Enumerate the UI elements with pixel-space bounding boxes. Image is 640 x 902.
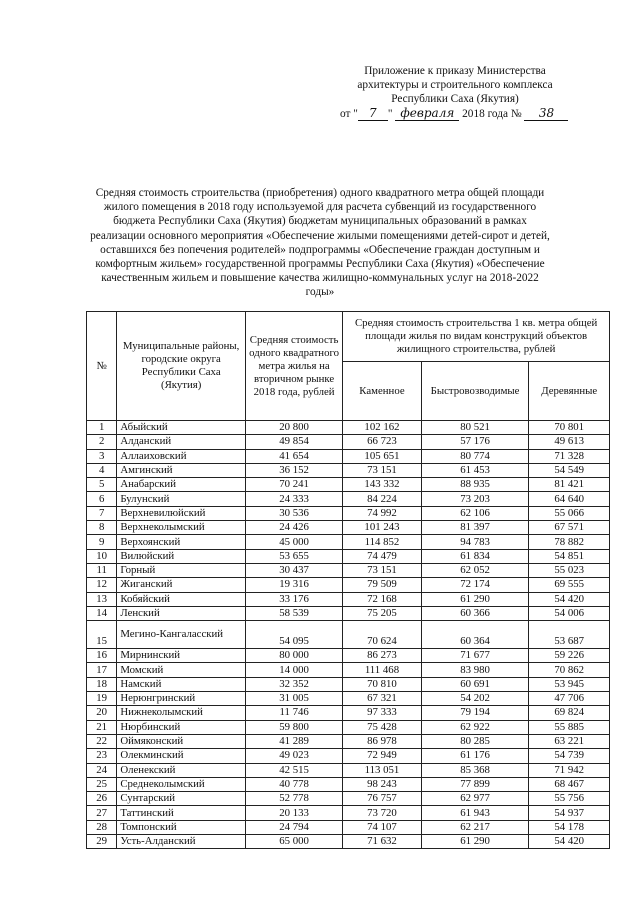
row-number: 21 [87,720,117,734]
wood-price: 63 221 [529,734,610,748]
table-row [87,535,610,549]
wood-price: 47 706 [529,692,610,706]
fast-price: 62 106 [421,506,529,520]
secondary-price: 30 536 [245,506,342,520]
row-number: 11 [87,563,117,577]
header-construction-group: Средняя стоимость строительства 1 кв. метра общей площади жилья по видам конструкций объектов жилищного строительства, рублей [343,312,610,362]
row-number: 1 [87,421,117,435]
wood-price: 69 555 [529,578,610,592]
row-number: 17 [87,663,117,677]
fast-price: 60 364 [421,621,529,649]
stone-price: 73 720 [343,806,421,820]
row-number: 10 [87,549,117,563]
wood-price: 54 937 [529,806,610,820]
fast-price: 81 397 [421,521,529,535]
table-body [87,421,610,849]
fast-price: 57 176 [421,435,529,449]
row-number: 16 [87,649,117,663]
row-number: 14 [87,606,117,620]
wood-price: 54 549 [529,463,610,477]
row-number: 28 [87,820,117,834]
secondary-price: 65 000 [245,835,342,849]
municipality-name: Верхнеколымский [117,521,246,535]
row-number: 9 [87,535,117,549]
secondary-price: 24 426 [245,521,342,535]
approval-line-3: Республики Саха (Якутия) [391,93,519,105]
fast-price: 80 774 [421,449,529,463]
stone-price: 105 651 [343,449,421,463]
table-row [87,763,610,777]
municipality-name: Оленекский [117,763,246,777]
table-row [87,592,610,606]
secondary-price: 41 654 [245,449,342,463]
municipality-name: Аллаиховский [117,449,246,463]
table-row [87,478,610,492]
stone-price: 73 151 [343,563,421,577]
municipality-name: Алданский [117,435,246,449]
table-row [87,492,610,506]
document-title: Средняя стоимость строительства (приобретения) одного квадратного метра общей площади жилого помещения в 2018 году используемой для расчета субвенций из государственного бюджета Республики Саха (Якутия) бюджетам муниципальных образований в рамках реализации основного мероприятия «Обеспечение жилыми помещениями детей-сирот и детей, оставшихся без попечения родителей» подпрограммы «Обеспечение граждан доступным и комфортным жильем» государственной программы Республики Саха (Якутия) «Обеспечение качественным жильем и повышение качества жилищно-коммунальных услуг на 2018-2022 годы» [90,187,550,299]
wood-price: 54 178 [529,820,610,834]
secondary-price: 41 289 [245,734,342,748]
handwritten-month: февраля [395,106,459,121]
table-row [87,777,610,791]
fast-price: 72 174 [421,578,529,592]
wood-price: 54 851 [529,549,610,563]
row-number: 19 [87,692,117,706]
municipality-name: Среднеколымский [117,777,246,791]
stone-price: 75 205 [343,606,421,620]
secondary-price: 49 023 [245,749,342,763]
stone-price: 86 273 [343,649,421,663]
row-number: 15 [87,621,117,649]
municipality-name: Нерюнгринский [117,692,246,706]
header-wood: Деревянные [529,362,610,421]
wood-price: 53 945 [529,677,610,691]
header-stone: Каменное [343,362,421,421]
municipality-name: Томпонский [117,820,246,834]
fast-price: 61 290 [421,835,529,849]
fast-price: 62 217 [421,820,529,834]
fast-price: 83 980 [421,663,529,677]
table-row [87,806,610,820]
wood-price: 59 226 [529,649,610,663]
handwritten-day: 7 [358,106,388,121]
table-row [87,835,610,849]
municipality-name: Таттинский [117,806,246,820]
table-row [87,549,610,563]
municipality-name: Жиганский [117,578,246,592]
wood-price: 54 006 [529,606,610,620]
wood-price: 69 824 [529,706,610,720]
stone-price: 111 468 [343,663,421,677]
row-number: 29 [87,835,117,849]
stone-price: 114 852 [343,535,421,549]
wood-price: 55 023 [529,563,610,577]
fast-price: 71 677 [421,649,529,663]
header-municipality: Муниципальные районы, городские округа Республики Саха (Якутия) [117,312,246,421]
table-row [87,621,610,649]
secondary-price: 31 005 [245,692,342,706]
approval-quote: " [387,108,393,120]
wood-price: 78 882 [529,535,610,549]
secondary-price: 19 316 [245,578,342,592]
municipality-name: Момский [117,663,246,677]
fast-price: 61 176 [421,749,529,763]
table-row [87,692,610,706]
stone-price: 113 051 [343,763,421,777]
secondary-price: 54 095 [245,621,342,649]
secondary-price: 49 854 [245,435,342,449]
secondary-price: 58 539 [245,606,342,620]
row-number: 24 [87,763,117,777]
stone-price: 75 428 [343,720,421,734]
stone-price: 98 243 [343,777,421,791]
municipality-name: Намский [117,677,246,691]
table-row [87,421,610,435]
wood-price: 64 640 [529,492,610,506]
stone-price: 74 479 [343,549,421,563]
wood-price: 49 613 [529,435,610,449]
secondary-price: 14 000 [245,663,342,677]
municipality-name: Верхоянский [117,535,246,549]
stone-price: 101 243 [343,521,421,535]
table-row [87,449,610,463]
stone-price: 67 321 [343,692,421,706]
secondary-price: 59 800 [245,720,342,734]
secondary-price: 52 778 [245,792,342,806]
fast-price: 77 899 [421,777,529,791]
municipality-name: Ленский [117,606,246,620]
stone-price: 74 992 [343,506,421,520]
stone-price: 70 624 [343,621,421,649]
fast-price: 61 834 [421,549,529,563]
table-row [87,734,610,748]
fast-price: 60 691 [421,677,529,691]
row-number: 12 [87,578,117,592]
secondary-price: 20 800 [245,421,342,435]
secondary-price: 20 133 [245,806,342,820]
secondary-price: 53 655 [245,549,342,563]
stone-price: 70 810 [343,677,421,691]
table-row [87,820,610,834]
wood-price: 55 885 [529,720,610,734]
wood-price: 71 328 [529,449,610,463]
row-number: 25 [87,777,117,791]
fast-price: 54 202 [421,692,529,706]
stone-price: 97 333 [343,706,421,720]
secondary-price: 24 333 [245,492,342,506]
secondary-price: 40 778 [245,777,342,791]
fast-price: 61 453 [421,463,529,477]
table-row [87,435,610,449]
row-number: 6 [87,492,117,506]
secondary-price: 11 746 [245,706,342,720]
stone-price: 79 509 [343,578,421,592]
approval-year: 2018 года № [462,108,522,120]
fast-price: 62 922 [421,720,529,734]
cost-table [86,311,610,849]
stone-price: 72 168 [343,592,421,606]
stone-price: 74 107 [343,820,421,834]
fast-price: 60 366 [421,606,529,620]
fast-price: 80 285 [421,734,529,748]
wood-price: 67 571 [529,521,610,535]
stone-price: 73 151 [343,463,421,477]
approval-line-1: Приложение к приказу Министерства [364,65,546,77]
municipality-name: Верхневилюйский [117,506,246,520]
stone-price: 72 949 [343,749,421,763]
municipality-name: Анабарский [117,478,246,492]
wood-price: 70 801 [529,421,610,435]
approval-line-2: архитектуры и строительного комплекса [357,79,553,91]
municipality-name: Нюрбинский [117,720,246,734]
table-row [87,521,610,535]
fast-price: 62 052 [421,563,529,577]
table-row [87,663,610,677]
municipality-name: Кобяйский [117,592,246,606]
secondary-price: 32 352 [245,677,342,691]
stone-price: 143 332 [343,478,421,492]
row-number: 4 [87,463,117,477]
row-number: 7 [87,506,117,520]
fast-price: 73 203 [421,492,529,506]
wood-price: 55 756 [529,792,610,806]
row-number: 22 [87,734,117,748]
wood-price: 71 942 [529,763,610,777]
handwritten-number: 38 [524,106,568,121]
table-row [87,677,610,691]
municipality-name: Оймяконский [117,734,246,748]
secondary-price: 80 000 [245,649,342,663]
fast-price: 80 521 [421,421,529,435]
approval-date-line [330,106,580,121]
stone-price: 84 224 [343,492,421,506]
approval-prefix: от " [340,108,358,120]
table-row [87,749,610,763]
row-number: 26 [87,792,117,806]
wood-price: 54 420 [529,592,610,606]
secondary-price: 24 794 [245,820,342,834]
row-number: 13 [87,592,117,606]
row-number: 5 [87,478,117,492]
stone-price: 76 757 [343,792,421,806]
wood-price: 54 739 [529,749,610,763]
wood-price: 70 862 [529,663,610,677]
approval-block [330,64,580,121]
table-row [87,506,610,520]
row-number: 20 [87,706,117,720]
table-row [87,792,610,806]
fast-price: 62 977 [421,792,529,806]
row-number: 18 [87,677,117,691]
row-number: 23 [87,749,117,763]
table-row [87,578,610,592]
row-number: 2 [87,435,117,449]
row-number: 27 [87,806,117,820]
municipality-name: Вилюйский [117,549,246,563]
municipality-name: Булунский [117,492,246,506]
wood-price: 55 066 [529,506,610,520]
table-row [87,649,610,663]
fast-price: 85 368 [421,763,529,777]
table-row [87,706,610,720]
table-row [87,606,610,620]
wood-price: 81 421 [529,478,610,492]
fast-price: 88 935 [421,478,529,492]
fast-price: 61 943 [421,806,529,820]
table-row [87,463,610,477]
municipality-name: Сунтарский [117,792,246,806]
stone-price: 71 632 [343,835,421,849]
header-fast: Быстровозводимые [421,362,529,421]
wood-price: 53 687 [529,621,610,649]
stone-price: 86 978 [343,734,421,748]
municipality-name: Горный [117,563,246,577]
municipality-name: Мегино-Кангаласский [117,621,246,649]
secondary-price: 36 152 [245,463,342,477]
wood-price: 68 467 [529,777,610,791]
municipality-name: Абыйский [117,421,246,435]
fast-price: 79 194 [421,706,529,720]
wood-price: 54 420 [529,835,610,849]
municipality-name: Олекминский [117,749,246,763]
municipality-name: Усть-Алданский [117,835,246,849]
fast-price: 61 290 [421,592,529,606]
row-number: 8 [87,521,117,535]
secondary-price: 30 437 [245,563,342,577]
row-number: 3 [87,449,117,463]
secondary-price: 45 000 [245,535,342,549]
stone-price: 66 723 [343,435,421,449]
secondary-price: 70 241 [245,478,342,492]
header-no: № [87,312,117,421]
table-row [87,720,610,734]
stone-price: 102 162 [343,421,421,435]
municipality-name: Амгинский [117,463,246,477]
header-secondary-market: Средняя стоимость одного квадратного метра жилья на вторичном рынке 2018 года, рублей [245,312,342,421]
secondary-price: 42 515 [245,763,342,777]
fast-price: 94 783 [421,535,529,549]
municipality-name: Мирнинский [117,649,246,663]
secondary-price: 33 176 [245,592,342,606]
table-row [87,563,610,577]
municipality-name: Нижнеколымский [117,706,246,720]
